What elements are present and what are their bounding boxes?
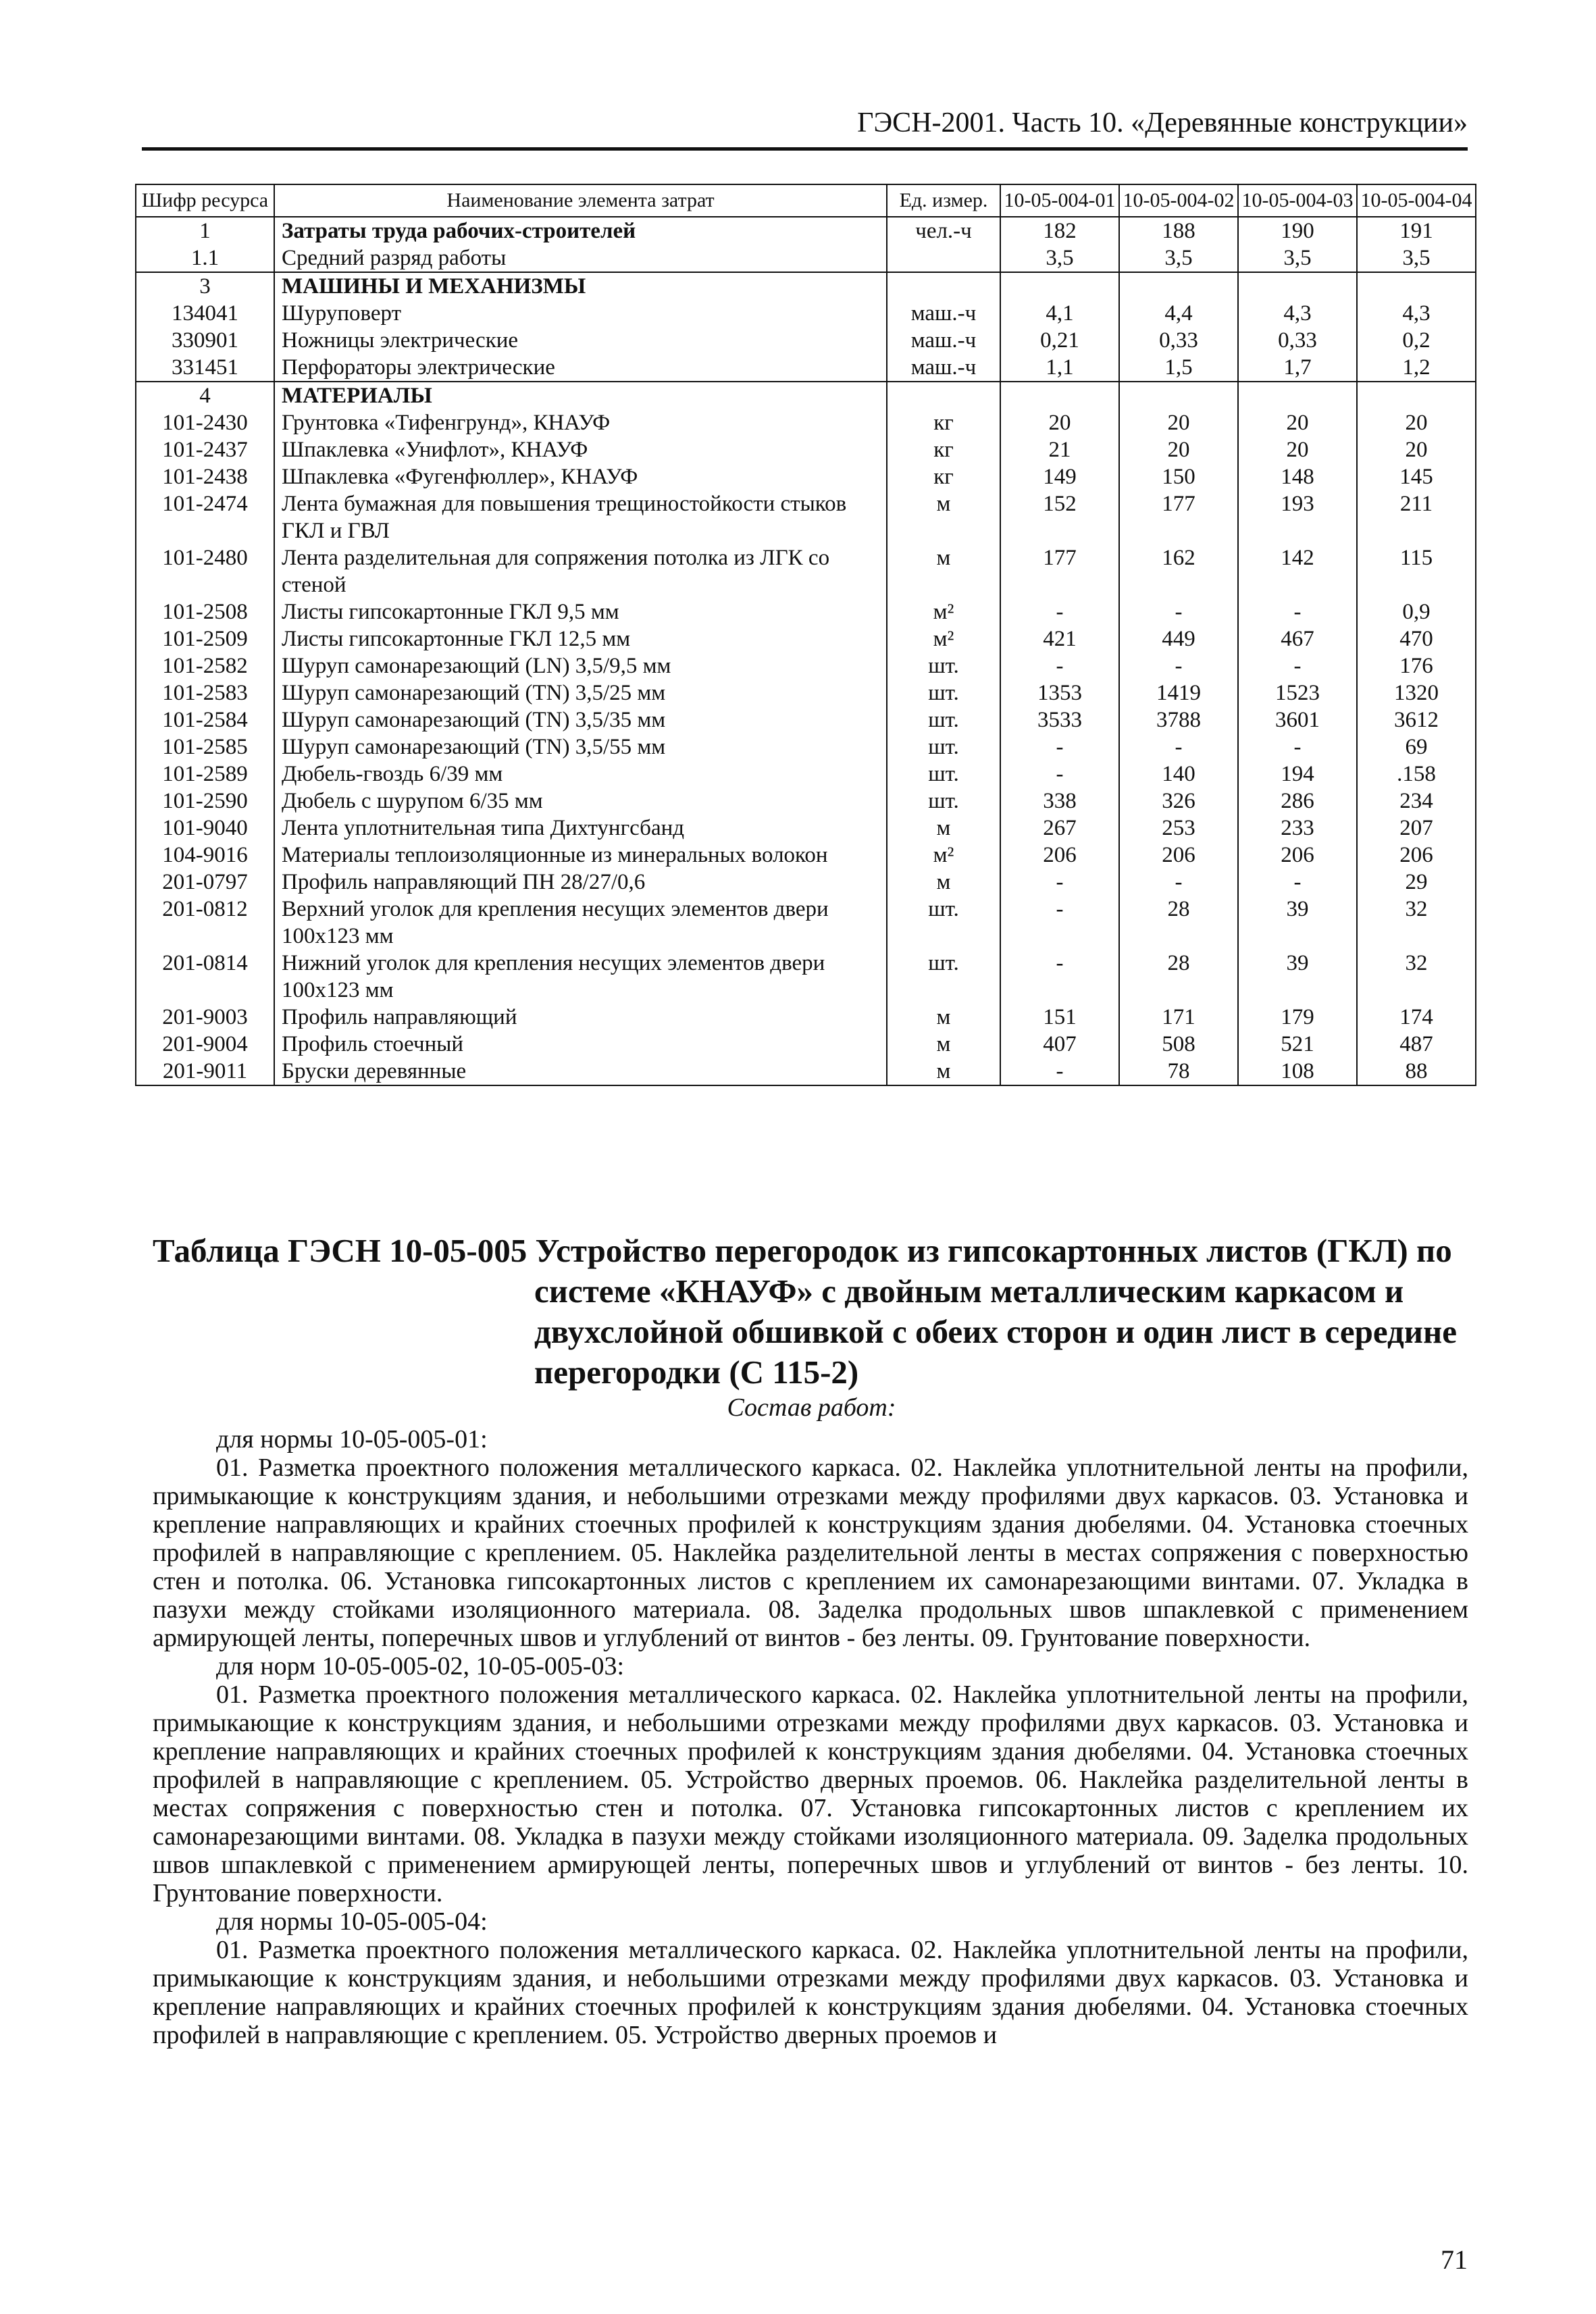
norm-4-cell: [1357, 272, 1476, 300]
unit-cell: м²: [887, 842, 1000, 869]
resource-name-cell: Перфораторы электрические: [274, 354, 887, 382]
norm-2-cell: 28: [1119, 896, 1238, 950]
norm-3-cell: 206: [1238, 842, 1357, 869]
resource-name-cell: Листы гипсокартонные ГКЛ 12,5 мм: [274, 625, 887, 652]
col-header-norm-2: 10-05-004-02: [1119, 184, 1238, 217]
resource-code-cell: 330901: [136, 327, 274, 354]
resource-name-cell: Лента бумажная для повышения трещиностойкости стыков ГКЛ и ГВЛ: [274, 490, 887, 544]
resource-code-cell: 101-2474: [136, 490, 274, 544]
unit-cell: м: [887, 544, 1000, 598]
norm-1-cell: -: [1000, 896, 1119, 950]
page-number: 71: [1441, 2244, 1468, 2275]
norm-3-cell: 179: [1238, 1004, 1357, 1031]
norm-1-cell: -: [1000, 652, 1119, 679]
norm-3-cell: -: [1238, 869, 1357, 896]
resource-code-cell: 201-0797: [136, 869, 274, 896]
norm-3-cell: -: [1238, 598, 1357, 625]
resource-code-cell: 101-2509: [136, 625, 274, 652]
unit-cell: шт.: [887, 652, 1000, 679]
unit-cell: шт.: [887, 896, 1000, 950]
works-label: для норм 10-05-005-02, 10-05-005-03:: [216, 1652, 625, 1680]
norm-2-cell: 20: [1119, 436, 1238, 463]
norm-1-cell: 1353: [1000, 679, 1119, 706]
norm-2-cell: 162: [1119, 544, 1238, 598]
norm-2-cell: 177: [1119, 490, 1238, 544]
works-text: 01. Разметка проектного положения металлического каркаса. 02. Наклейка уплотнительной ленты на профили, примыкающие к конструкциям здания, и небольшими отрезками между профилями двух каркасов. 03. Установка и крепление направляющих и крайних стоечных профилей к конструкциям здания дюбелями. 04. Установка стоечных профилей в направляющие с креплением. 05. Устройство дверных проемов и: [153, 1936, 1468, 2049]
unit-cell: м: [887, 815, 1000, 842]
unit-cell: кг: [887, 463, 1000, 490]
norm-4-cell: 0,9: [1357, 598, 1476, 625]
table-row: [136, 245, 1476, 272]
norm-3-cell: 193: [1238, 490, 1357, 544]
norm-4-cell: 470: [1357, 625, 1476, 652]
resource-code-cell: 101-2585: [136, 734, 274, 761]
resource-name-cell: МАШИНЫ И МЕХАНИЗМЫ: [274, 272, 887, 300]
norm-4-cell: 29: [1357, 869, 1476, 896]
resource-name-cell: Затраты труда рабочих-строителей: [274, 217, 887, 245]
col-header-norm-1: 10-05-004-01: [1000, 184, 1119, 217]
running-header: ГЭСН-2001. Часть 10. «Деревянные конструкции»: [857, 107, 1468, 138]
resource-name-cell: МАТЕРИАЛЫ: [274, 382, 887, 409]
norm-3-cell: 20: [1238, 409, 1357, 436]
norm-3-cell: 4,3: [1238, 300, 1357, 327]
norm-4-cell: 191: [1357, 217, 1476, 245]
table-row: [136, 490, 1476, 544]
norm-4-cell: 20: [1357, 436, 1476, 463]
resource-name-cell: Верхний уголок для крепления несущих элементов двери 100x123 мм: [274, 896, 887, 950]
table-row: [136, 815, 1476, 842]
resource-code-cell: 101-2437: [136, 436, 274, 463]
resource-name-cell: Шуруп самонарезающий (LN) 3,5/9,5 мм: [274, 652, 887, 679]
header-rule: [142, 147, 1468, 151]
norm-2-cell: 3788: [1119, 706, 1238, 734]
norm-3-cell: 1523: [1238, 679, 1357, 706]
table-row: [136, 950, 1476, 1004]
norm-2-cell: 1,5: [1119, 354, 1238, 382]
table-row: [136, 869, 1476, 896]
resource-code-cell: 201-9004: [136, 1031, 274, 1058]
resource-name-cell: Шуруп самонарезающий (TN) 3,5/25 мм: [274, 679, 887, 706]
table-row: [136, 842, 1476, 869]
norm-2-cell: 140: [1119, 761, 1238, 788]
unit-cell: кг: [887, 409, 1000, 436]
resource-name-cell: Листы гипсокартонные ГКЛ 9,5 мм: [274, 598, 887, 625]
resource-code-cell: 101-2583: [136, 679, 274, 706]
resource-name-cell: Шуруповерт: [274, 300, 887, 327]
norm-2-cell: 171: [1119, 1004, 1238, 1031]
norm-1-cell: [1000, 272, 1119, 300]
table-row: [136, 1004, 1476, 1031]
norm-3-cell: 20: [1238, 436, 1357, 463]
works-body: [153, 1425, 1468, 2049]
table-row: [136, 1031, 1476, 1058]
norm-4-cell: 207: [1357, 815, 1476, 842]
unit-cell: маш.-ч: [887, 327, 1000, 354]
unit-cell: маш.-ч: [887, 354, 1000, 382]
norm-4-cell: 32: [1357, 950, 1476, 1004]
resource-code-cell: 201-9011: [136, 1058, 274, 1085]
resource-code-cell: 101-2480: [136, 544, 274, 598]
norm-1-cell: 182: [1000, 217, 1119, 245]
resource-code-cell: 3: [136, 272, 274, 300]
norm-3-cell: 39: [1238, 950, 1357, 1004]
table-row: [136, 788, 1476, 815]
norm-4-cell: [1357, 382, 1476, 409]
table-row: [136, 463, 1476, 490]
resource-code-cell: 4: [136, 382, 274, 409]
norm-2-cell: 188: [1119, 217, 1238, 245]
table-row: [136, 679, 1476, 706]
unit-cell: шт.: [887, 706, 1000, 734]
unit-cell: м: [887, 1004, 1000, 1031]
resource-code-cell: 201-0812: [136, 896, 274, 950]
section-title-rest: системе «КНАУФ» с двойным металлическим каркасом и двухслойной обшивкой с обеих сторон и один лист в середине перегородки (С 115-2): [534, 1272, 1457, 1391]
table-row: [136, 598, 1476, 625]
norm-4-cell: 176: [1357, 652, 1476, 679]
unit-cell: маш.-ч: [887, 300, 1000, 327]
works-text: 01. Разметка проектного положения металлического каркаса. 02. Наклейка уплотнительной ленты на профили, примыкающие к конструкциям здания, и небольшими отрезками между профилями двух каркасов. 03. Установка и крепление направляющих и крайних стоечных профилей к конструкциям здания дюбелями. 04. Установка стоечных профилей в направляющие с креплением. 05. Устройство дверных проемов. 06. Наклейка разделительной ленты в местах сопряжения с поверхностью стен и потолка. 07. Установка гипсокартонных листов с креплением их самонарезающими винтами. 08. Укладка в пазухи между стойками изоляционного материала. 09. Заделка продольных швов шпаклевкой с применением армирующей ленты, поперечных швов и углублений от винтов - без ленты. 10. Грунтование поверхности.: [153, 1680, 1468, 1907]
unit-cell: шт.: [887, 761, 1000, 788]
norm-3-cell: 1,7: [1238, 354, 1357, 382]
table-row: [136, 706, 1476, 734]
resource-code-cell: 201-9003: [136, 1004, 274, 1031]
norm-3-cell: 0,33: [1238, 327, 1357, 354]
norm-4-cell: 0,2: [1357, 327, 1476, 354]
resource-code-cell: 331451: [136, 354, 274, 382]
norm-2-cell: -: [1119, 734, 1238, 761]
norm-4-cell: 3612: [1357, 706, 1476, 734]
resource-name-cell: Профиль направляющий: [274, 1004, 887, 1031]
norm-1-cell: 20: [1000, 409, 1119, 436]
norm-3-cell: 148: [1238, 463, 1357, 490]
norm-3-cell: 286: [1238, 788, 1357, 815]
table-row: [136, 436, 1476, 463]
resource-code-cell: 101-2584: [136, 706, 274, 734]
norm-1-cell: -: [1000, 598, 1119, 625]
resource-name-cell: Шпаклевка «Фугенфюллер», КНАУФ: [274, 463, 887, 490]
norm-2-cell: 326: [1119, 788, 1238, 815]
table-row: [136, 354, 1476, 382]
norm-4-cell: 32: [1357, 896, 1476, 950]
norm-2-cell: [1119, 382, 1238, 409]
norm-3-cell: 3601: [1238, 706, 1357, 734]
table-row: [136, 382, 1476, 409]
table-row: [136, 652, 1476, 679]
unit-cell: м: [887, 869, 1000, 896]
norm-1-cell: 152: [1000, 490, 1119, 544]
norm-1-cell: 149: [1000, 463, 1119, 490]
norm-3-cell: 521: [1238, 1031, 1357, 1058]
norm-4-cell: 88: [1357, 1058, 1476, 1085]
resource-code-cell: 104-9016: [136, 842, 274, 869]
table-row: [136, 300, 1476, 327]
unit-cell: шт.: [887, 734, 1000, 761]
norm-2-cell: 4,4: [1119, 300, 1238, 327]
norm-2-cell: 28: [1119, 950, 1238, 1004]
norm-4-cell: 3,5: [1357, 245, 1476, 272]
norm-1-cell: 151: [1000, 1004, 1119, 1031]
norm-1-cell: 3533: [1000, 706, 1119, 734]
table-row: [136, 272, 1476, 300]
norm-4-cell: 234: [1357, 788, 1476, 815]
table-row: [136, 896, 1476, 950]
resource-code-cell: 101-9040: [136, 815, 274, 842]
norm-1-cell: 421: [1000, 625, 1119, 652]
table-row: [136, 327, 1476, 354]
col-header-norm-4: 10-05-004-04: [1357, 184, 1476, 217]
resource-name-cell: Шуруп самонарезающий (TN) 3,5/55 мм: [274, 734, 887, 761]
norm-1-cell: 1,1: [1000, 354, 1119, 382]
norm-2-cell: -: [1119, 869, 1238, 896]
resource-name-cell: Грунтовка «Тифенгрунд», КНАУФ: [274, 409, 887, 436]
norm-4-cell: 1,2: [1357, 354, 1476, 382]
unit-cell: [887, 382, 1000, 409]
norm-4-cell: 145: [1357, 463, 1476, 490]
norm-2-cell: 20: [1119, 409, 1238, 436]
norm-1-cell: 3,5: [1000, 245, 1119, 272]
norm-2-cell: 449: [1119, 625, 1238, 652]
norm-4-cell: 174: [1357, 1004, 1476, 1031]
resource-name-cell: Шуруп самонарезающий (TN) 3,5/35 мм: [274, 706, 887, 734]
norm-3-cell: 467: [1238, 625, 1357, 652]
col-header-name: Наименование элемента затрат: [274, 184, 887, 217]
norm-3-cell: -: [1238, 734, 1357, 761]
table-row: [136, 409, 1476, 436]
norm-4-cell: 206: [1357, 842, 1476, 869]
section-title-line1: Таблица ГЭСН 10-05-005 Устройство перегородок из гипсокартонных листов (ГКЛ) по: [153, 1232, 1452, 1269]
norm-1-cell: 0,21: [1000, 327, 1119, 354]
col-header-code: Шифр ресурса: [136, 184, 274, 217]
resource-name-cell: Профиль стоечный: [274, 1031, 887, 1058]
resource-code-cell: 101-2430: [136, 409, 274, 436]
norm-4-cell: 115: [1357, 544, 1476, 598]
norm-1-cell: 267: [1000, 815, 1119, 842]
resource-name-cell: Нижний уголок для крепления несущих элементов двери 100x123 мм: [274, 950, 887, 1004]
norm-2-cell: 1419: [1119, 679, 1238, 706]
resource-name-cell: Бруски деревянные: [274, 1058, 887, 1085]
norm-1-cell: 21: [1000, 436, 1119, 463]
table-row: [136, 761, 1476, 788]
norm-3-cell: 194: [1238, 761, 1357, 788]
table-row: [136, 734, 1476, 761]
norm-3-cell: -: [1238, 652, 1357, 679]
table-row: [136, 217, 1476, 245]
table-header-row: [136, 184, 1476, 217]
norm-2-cell: [1119, 272, 1238, 300]
norm-3-cell: 39: [1238, 896, 1357, 950]
col-header-unit: Ед. измер.: [887, 184, 1000, 217]
unit-cell: м²: [887, 598, 1000, 625]
unit-cell: шт.: [887, 950, 1000, 1004]
resource-name-cell: Ножницы электрические: [274, 327, 887, 354]
resource-name-cell: Шпаклевка «Унифлот», КНАУФ: [274, 436, 887, 463]
unit-cell: шт.: [887, 788, 1000, 815]
norm-4-cell: 4,3: [1357, 300, 1476, 327]
norm-2-cell: 0,33: [1119, 327, 1238, 354]
norm-2-cell: -: [1119, 652, 1238, 679]
norm-1-cell: -: [1000, 761, 1119, 788]
resource-name-cell: Профиль направляющий ПН 28/27/0,6: [274, 869, 887, 896]
works-text: 01. Разметка проектного положения металлического каркаса. 02. Наклейка уплотнительной ленты на профили, примыкающие к конструкциям здания, и небольшими отрезками между профилями двух каркасов. 03. Установка и крепление направляющих и крайних стоечных профилей к конструкциям здания дюбелями. 04. Установка стоечных профилей в направляющие с креплением. 05. Наклейка разделительной ленты в местах сопряжения с поверхностью стен и потолка. 06. Установка гипсокартонных листов с креплением их самонарезающими винтами. 07. Укладка в пазухи между стойками изоляционного материала. 08. Заделка продольных швов шпаклевкой с применением армирующей ленты, поперечных швов и углублений от винтов - без ленты. 09. Грунтование поверхности.: [153, 1454, 1468, 1652]
resource-code-cell: 134041: [136, 300, 274, 327]
unit-cell: кг: [887, 436, 1000, 463]
norm-2-cell: -: [1119, 598, 1238, 625]
resource-code-cell: 101-2508: [136, 598, 274, 625]
norm-2-cell: 78: [1119, 1058, 1238, 1085]
table-row: [136, 625, 1476, 652]
works-label: для нормы 10-05-005-04:: [216, 1907, 488, 1936]
resource-code-cell: 101-2589: [136, 761, 274, 788]
norm-1-cell: 206: [1000, 842, 1119, 869]
section-title: [153, 1231, 1476, 1393]
norm-4-cell: 1320: [1357, 679, 1476, 706]
norm-1-cell: 177: [1000, 544, 1119, 598]
resource-table: [135, 184, 1476, 1086]
resource-name-cell: Материалы теплоизоляционные из минеральных волокон: [274, 842, 887, 869]
norm-3-cell: 233: [1238, 815, 1357, 842]
norm-1-cell: -: [1000, 950, 1119, 1004]
norm-4-cell: 20: [1357, 409, 1476, 436]
norm-2-cell: 206: [1119, 842, 1238, 869]
resource-code-cell: 201-0814: [136, 950, 274, 1004]
resource-name-cell: Лента уплотнительная типа Дихтунгсбанд: [274, 815, 887, 842]
resource-code-cell: 101-2582: [136, 652, 274, 679]
resource-name-cell: Дюбель-гвоздь 6/39 мм: [274, 761, 887, 788]
resource-code-cell: 1: [136, 217, 274, 245]
norm-1-cell: 407: [1000, 1031, 1119, 1058]
norm-2-cell: 150: [1119, 463, 1238, 490]
norm-4-cell: 211: [1357, 490, 1476, 544]
norm-3-cell: 108: [1238, 1058, 1357, 1085]
unit-cell: [887, 272, 1000, 300]
unit-cell: м: [887, 490, 1000, 544]
norm-1-cell: -: [1000, 734, 1119, 761]
table-row: [136, 1058, 1476, 1085]
norm-4-cell: 487: [1357, 1031, 1476, 1058]
norm-3-cell: [1238, 272, 1357, 300]
norm-1-cell: 4,1: [1000, 300, 1119, 327]
unit-cell: м²: [887, 625, 1000, 652]
col-header-norm-3: 10-05-004-03: [1238, 184, 1357, 217]
norm-1-cell: 338: [1000, 788, 1119, 815]
norm-1-cell: -: [1000, 1058, 1119, 1085]
norm-4-cell: .158: [1357, 761, 1476, 788]
unit-cell: чел.-ч: [887, 217, 1000, 245]
resource-name-cell: Дюбель с шурупом 6/35 мм: [274, 788, 887, 815]
resource-name-cell: Лента разделительная для сопряжения потолка из ЛГК со стеной: [274, 544, 887, 598]
norm-1-cell: [1000, 382, 1119, 409]
norm-3-cell: [1238, 382, 1357, 409]
resource-code-cell: 101-2590: [136, 788, 274, 815]
resource-code-cell: 101-2438: [136, 463, 274, 490]
resource-name-cell: Средний разряд работы: [274, 245, 887, 272]
table-row: [136, 544, 1476, 598]
norm-3-cell: 190: [1238, 217, 1357, 245]
norm-2-cell: 508: [1119, 1031, 1238, 1058]
norm-4-cell: 69: [1357, 734, 1476, 761]
unit-cell: [887, 245, 1000, 272]
works-label: для нормы 10-05-005-01:: [216, 1425, 488, 1454]
unit-cell: шт.: [887, 679, 1000, 706]
norm-1-cell: -: [1000, 869, 1119, 896]
norm-2-cell: 253: [1119, 815, 1238, 842]
unit-cell: м: [887, 1031, 1000, 1058]
norm-3-cell: 142: [1238, 544, 1357, 598]
works-subtitle: Состав работ:: [727, 1393, 896, 1422]
unit-cell: м: [887, 1058, 1000, 1085]
norm-3-cell: 3,5: [1238, 245, 1357, 272]
resource-code-cell: 1.1: [136, 245, 274, 272]
norm-2-cell: 3,5: [1119, 245, 1238, 272]
